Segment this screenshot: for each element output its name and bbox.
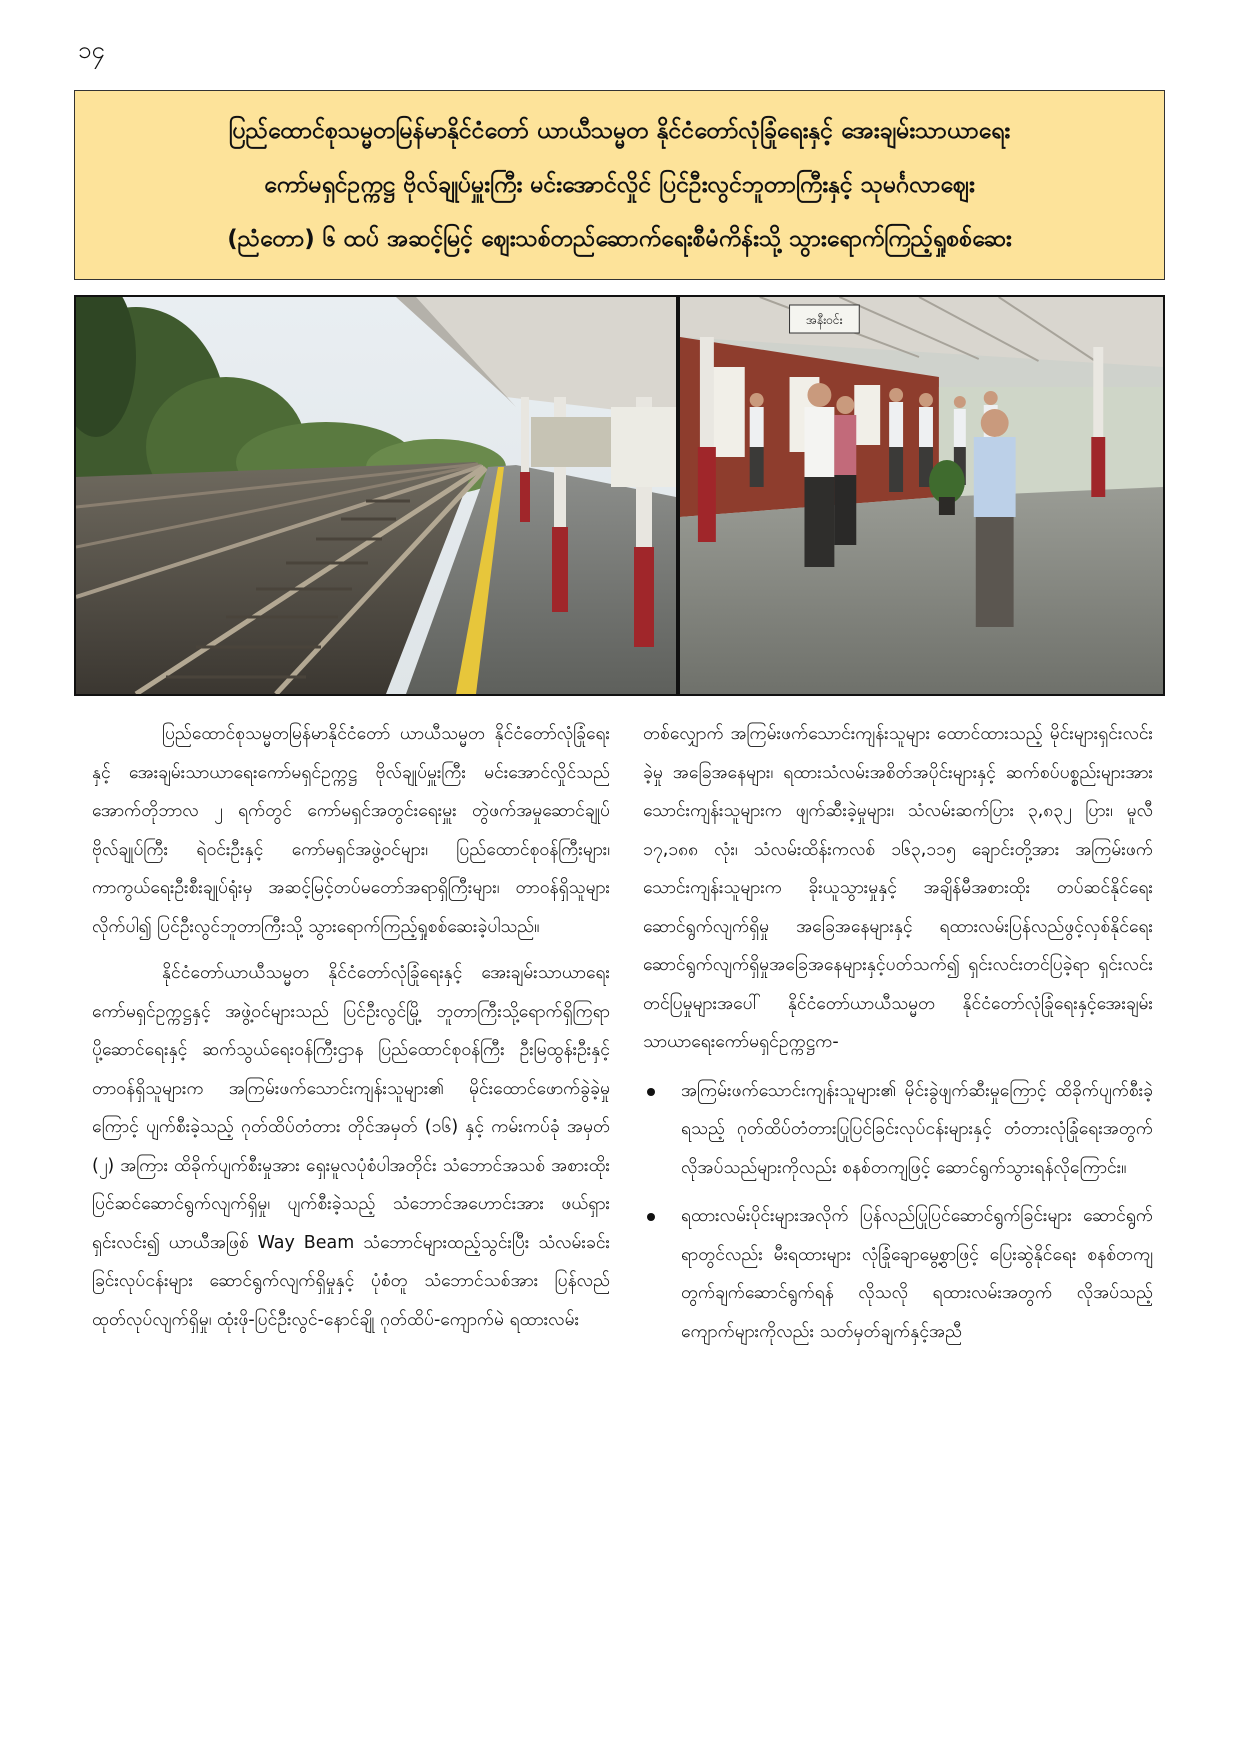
headline-line-3: (ညံတော) ၆ ထပ် အဆင့်မြင့် ဈေးသစ်တည်ဆောက်ရေးစီမံကိန်းသို့ သွားရောက်ကြည့်ရှုစစ်ဆေး (227, 226, 1012, 252)
bullet-icon (647, 1088, 655, 1096)
photo-strip (74, 295, 1165, 696)
directive-text: ရထားလမ်းပိုင်းများအလိုက် ပြန်လည်ပြုပြင်ဆောင်ရွက်ခြင်းများ ဆောင်ရွက်ရာတွင်လည်း မီးရထားများ လုံခြုံချောမွေ့စွာဖြင့် ပြေးဆွဲနိုင်ရေး စနစ်တကျ တွက်ချက်ဆောင်ရွက်ရန် လိုသလို ရထားလမ်းအတွက် လိုအပ်သည့် ကျောက်များကိုလည်း သတ်မှတ်ချက်နှင့်အညီ (681, 1206, 1153, 1342)
railway-tracks-illustration (76, 297, 676, 694)
officials-platform-illustration (680, 297, 1163, 694)
article-paragraph-2: နိုင်ငံတော်ယာယီသမ္မတ နိုင်ငံတော်လုံခြုံရေးနှင့် အေးချမ်းသာယာရေးကော်မရှင်ဥက္ကဋ္ဌနှင့် အဖွဲ့ဝင်များသည် ပြင်ဦးလွင်မြို့ ဘူတာကြီးသို့ရောက်ရှိကြရာ ပို့ဆောင်ရေးနှင့် ဆက်သွယ်ရေးဝန်ကြီးဌာန ပြည်ထောင်စုဝန်ကြီး ဦးမြထွန်းဦးနှင့် တာဝန်ရှိသူများက အကြမ်းဖက်သောင်းကျန်းသူများ၏ မိုင်းထောင်ဖောက်ခွဲခဲ့မှုကြောင့် ပျက်စီးခဲ့သည့် ဂုတ်ထိပ်တံတား တိုင်အမှတ် (၁၆) နှင့် ကမ်းကပ်ခုံ အမှတ် (၂) အကြား ထိခိုက်ပျက်စီးမှုအား ရှေးမူလပုံစံပါအတိုင်း သံဘောင်အသစ် အစားထိုးပြင်ဆင်ဆောင်ရွက်လျက်ရှိမှု၊ ပျက်စီးခဲ့သည့် သံဘောင်အဟောင်းအား ဖယ်ရှားရှင်းလင်း၍ ယာယီအဖြစ် Way Beam သံဘောင်များထည့်သွင်းပြီး သံလမ်းခင်းခြင်းလုပ်ငန်းများ ဆောင်ရွက်လျက်ရှိမှုနှင့် ပုံစံတူ သံဘောင်သစ်အား ပြန်လည်ထုတ်လုပ်လျက်ရှိမှု၊ ထုံးဖို-ပြင်ဦးလွင်-နောင်ချို ဂုတ်ထိပ်-ကျောက်မဲ ရထားလမ်း (92, 963, 610, 1330)
directive-list (643, 1072, 1153, 1352)
article-paragraph-1: ပြည်ထောင်စုသမ္မတမြန်မာနိုင်ငံတော် ယာယီသမ္မတ နိုင်ငံတော်လုံခြုံရေးနှင့် အေးချမ်းသာယာရေးကော်မရှင်ဥက္ကဋ္ဌ ဗိုလ်ချုပ်မှူးကြီး မင်းအောင်လှိုင်သည် အောက်တိုဘာလ ၂ ရက်တွင် ကော်မရှင်အတွင်းရေးမှူး တွဲဖက်အမှုဆောင်ချုပ် ဗိုလ်ချုပ်ကြီး ရဲဝင်းဦးနှင့် ကော်မရှင်အဖွဲ့ဝင်များ၊ ပြည်ထောင်စုဝန်ကြီးများ၊ ကာကွယ်ရေးဦးစီးချုပ်ရုံးမှ အဆင့်မြင့်တပ်မတော်အရာရှိကြီးများ၊ တာဝန်ရှိသူများလိုက်ပါ၍ ပြင်ဦးလွင်ဘူတာကြီးသို့ သွားရောက်ကြည့်ရှုစစ်ဆေးခဲ့ပါသည်။ (92, 724, 610, 937)
bullet-icon (647, 1213, 655, 1221)
directive-text: အကြမ်းဖက်သောင်းကျန်းသူများ၏ မိုင်းခွဲဖျက်ဆီးမှုကြောင့် ထိခိုက်ပျက်စီးခဲ့ရသည့် ဂုတ်ထိပ်တံတားပြုပြင်ခြင်းလုပ်ငန်းများနှင့် တံတားလုံခြုံရေးအတွက် လိုအပ်သည်များကိုလည်း စနစ်တကျဖြင့် ဆောင်ရွက်သွားရန်လိုကြောင်း။ (681, 1080, 1153, 1178)
railway-tracks-photo (76, 297, 676, 694)
headline-box (74, 90, 1165, 280)
headline-line-2: ကော်မရှင်ဥက္ကဋ္ဌ ဗိုလ်ချုပ်မှူးကြီး မင်းအောင်လှိုင် ပြင်ဦးလွင်ဘူတာကြီးနှင့် သုမင်္ဂလာဈေး (264, 172, 975, 198)
page-number: ၁၄ (78, 36, 105, 64)
directive-item (643, 1197, 1153, 1351)
directive-item (643, 1072, 1153, 1188)
station-sign-text: အနီးဝင်း (806, 312, 843, 328)
article-paragraph-3: တစ်လျှောက် အကြမ်းဖက်သောင်းကျန်းသူများ ထောင်ထားသည့် မိုင်းများရှင်းလင်းခဲ့မှု အခြေအနေများ၊ ရထားသံလမ်းအစိတ်အပိုင်းများနှင့် ဆက်စပ်ပစ္စည်းများအား သောင်းကျန်းသူများက ဖျက်ဆီးခဲ့မှုများ၊ သံလမ်းဆက်ပြား ၃,၈၃၂ ပြား၊ မူလီ ၁၇,၁၈၈ လုံး၊ သံလမ်းထိန်းကလစ် ၁၆၃,၁၁၅ ချောင်းတို့အား အကြမ်းဖက်သောင်းကျန်းသူများက ခိုးယူသွားမှုနှင့် အချိန်မီအစားထိုး တပ်ဆင်နိုင်ရေး ဆောင်ရွက်လျက်ရှိမှု အခြေအနေများနှင့် ရထားလမ်းပြန်လည်ဖွင့်လှစ်နိုင်ရေး ဆောင်ရွက်လျက်ရှိမှုအခြေအနေများနှင့်ပတ်သက်၍ ရှင်းလင်းတင်ပြခဲ့ရာ ရှင်းလင်းတင်ပြမှုများအပေါ် နိုင်ငံတော်ယာယီသမ္မတ နိုင်ငံတော်လုံခြုံရေးနှင့်အေးချမ်းသာယာရေးကော်မရှင်ဥက္ကဋ္ဌက- (643, 724, 1153, 1052)
headline-line-1: ပြည်ထောင်စုသမ္မတမြန်မာနိုင်ငံတော် ယာယီသမ္မတ နိုင်ငံတော်လုံခြုံရေးနှင့် အေးချမ်းသာယာရေး (228, 118, 1011, 144)
officials-platform-photo (680, 297, 1163, 694)
article-column-left (92, 715, 610, 1347)
article-column-right (643, 715, 1153, 1361)
